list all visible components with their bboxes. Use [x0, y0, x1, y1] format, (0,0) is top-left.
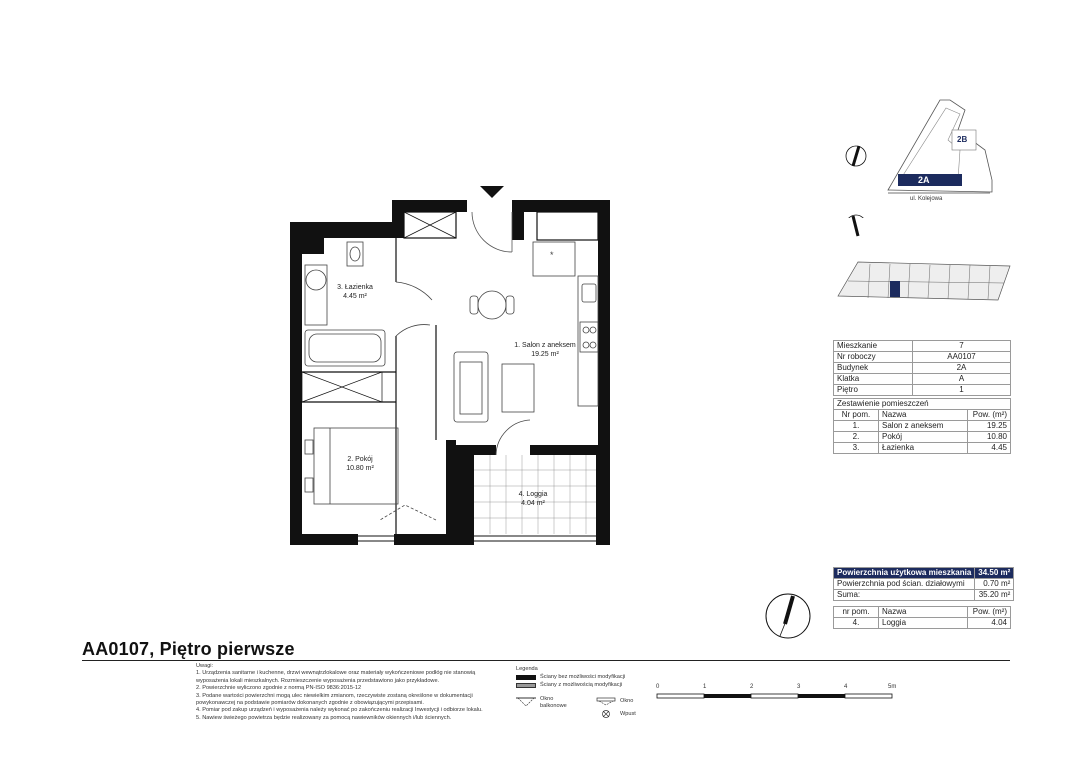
- legend-item: [596, 709, 636, 719]
- title-underline: [82, 660, 1010, 661]
- floor-locator-map: [834, 215, 1014, 305]
- legend-title: Legenda: [516, 666, 538, 672]
- room-name: Łazienka: [879, 443, 968, 454]
- floor-plan: [280, 180, 620, 550]
- scale-tick-label: 0: [656, 684, 660, 690]
- table-header-row: [834, 607, 1011, 618]
- table-title-row: [834, 399, 1011, 410]
- table-row: [834, 568, 1014, 579]
- notes-block: [196, 663, 506, 722]
- street-label: ul. Kolejowa: [910, 196, 943, 202]
- scale-tick-label: 2: [750, 684, 754, 690]
- legend-label: Okno: [620, 698, 634, 704]
- room-name: 3. Łazienka: [337, 284, 373, 291]
- room-label-lazienka: [320, 283, 390, 301]
- room-area: 10.80 m²: [346, 465, 374, 472]
- building-2b-label: 2B: [957, 135, 968, 144]
- balcony-window-icon: [516, 696, 536, 708]
- table-row: [834, 443, 1011, 454]
- room-area: 4.04 m²: [521, 500, 545, 507]
- note-line: 1. Urządzenia sanitarne i kuchenne, drzwi wewnątrzlokalowe oraz materiały wykończeniowe podłóg nie stanowią wyposażenia lokali mieszkalnych. Rozmieszczenie wyposażenia przedstawiono jako przykładowe.: [196, 670, 476, 684]
- table-row: [834, 579, 1014, 590]
- room-number: 4.: [834, 618, 879, 629]
- wall-mod-swatch: [516, 683, 536, 688]
- scale-tick-label: 3: [797, 684, 801, 690]
- detail-label: Klatka: [834, 374, 913, 385]
- svg-text:*: *: [550, 250, 554, 260]
- compass-icon: [760, 588, 816, 644]
- detail-value: A: [913, 374, 1011, 385]
- legend: [516, 666, 636, 719]
- column-header: Nr pom.: [834, 410, 879, 421]
- legend-label: Okno balkonowe: [540, 696, 567, 709]
- legend-label: Ściany bez możliwości modyfikacji: [540, 674, 626, 680]
- table-row: [834, 341, 1011, 352]
- legend-symbols: [516, 696, 636, 719]
- area-summary-table: [833, 567, 1014, 601]
- legend-label: Ściany z możliwością modyfikacji: [540, 682, 623, 688]
- table-row: [834, 421, 1011, 432]
- table-row: [834, 385, 1011, 396]
- note-line: 2. Powierzchnie wyliczono zgodnie z normą PN-ISO 9836:2015-12: [196, 685, 362, 692]
- detail-value: 7: [913, 341, 1011, 352]
- legend-item: [516, 674, 636, 680]
- detail-label: Mieszkanie: [834, 341, 913, 352]
- detail-label: Piętro: [834, 385, 913, 396]
- plan-title: AA0107, Piętro pierwsze: [82, 639, 295, 659]
- room-area: 19.25: [968, 421, 1011, 432]
- column-header: Pow. (m²): [968, 607, 1011, 618]
- column-header: Nazwa: [879, 607, 968, 618]
- building-2a-label: 2A: [918, 175, 930, 185]
- column-header: Pow. (m²): [968, 410, 1011, 421]
- detail-label: Budynek: [834, 363, 913, 374]
- scale-tick-label: 1: [703, 684, 707, 690]
- table-row: [834, 363, 1011, 374]
- table-row: [834, 618, 1011, 629]
- rooms-summary-table: [833, 398, 1011, 454]
- room-name: Salon z aneksem: [879, 421, 968, 432]
- table-row: [834, 374, 1011, 385]
- room-area: 4.45 m²: [343, 293, 367, 300]
- room-name: 4. Loggia: [518, 491, 548, 498]
- table-row: [834, 352, 1011, 363]
- usable-area-value: 34.50 m²: [975, 568, 1014, 579]
- room-name: Pokój: [879, 432, 968, 443]
- legend-item: [596, 696, 636, 706]
- detail-value: AA0107: [913, 352, 1011, 363]
- note-line: 3. Podane wartości powierzchni mogą ulec niewielkim zmianom, rzeczywiste zostaną określone w dokumentacji powykonawczej na podstawie pomiarów dokonanych zgodnie z obowiązującymi przepisami.: [196, 692, 473, 707]
- note-line: 4. Pomiar pod zakup urządzeń i wyposażenia należy wykonać po zakończeniu realizacji Inwestycji i odbiorze lokalu.: [196, 707, 483, 714]
- legend-item: [516, 682, 636, 688]
- detail-label: Nr roboczy: [834, 352, 913, 363]
- total-area-value: 35.20 m²: [975, 590, 1014, 601]
- room-label-salon: [490, 341, 600, 359]
- legend-label: Wpust: [620, 711, 636, 717]
- room-area: 10.80: [968, 432, 1011, 443]
- scale-tick-label: 4: [844, 684, 848, 690]
- partition-area-value: 0.70 m²: [975, 579, 1014, 590]
- room-name: Loggia: [879, 618, 968, 629]
- total-area-label: Suma:: [834, 590, 975, 601]
- scale-tick-label: 5m: [888, 684, 897, 690]
- column-header: Nazwa: [879, 410, 968, 421]
- room-area: 19.25 m²: [531, 351, 559, 358]
- detail-value: 2A: [913, 363, 1011, 374]
- room-area: 4.45: [968, 443, 1011, 454]
- notes-title: Uwagi:: [196, 663, 214, 669]
- apartment-details-table: [833, 340, 1011, 396]
- table-row: [834, 590, 1014, 601]
- room-label-loggia: [498, 490, 568, 508]
- room-name: 2. Pokój: [347, 456, 373, 463]
- scale-bar: [655, 692, 900, 702]
- legend-item: [516, 696, 574, 719]
- table-row: [834, 432, 1011, 443]
- wall-fixed-swatch: [516, 675, 536, 680]
- room-number: 2.: [834, 432, 879, 443]
- room-area: 4.04: [968, 618, 1011, 629]
- room-number: 3.: [834, 443, 879, 454]
- column-header: nr pom.: [834, 607, 879, 618]
- note-line: 5. Nawiew świeżego powietrza będzie realizowany za pomocą nawiewników okiennych i/lub ściennych.: [196, 714, 452, 721]
- rooms-table-title: Zestawienie pomieszczeń: [834, 399, 1011, 410]
- window-icon: [596, 696, 616, 706]
- drain-icon: [596, 709, 616, 719]
- usable-area-label: Powierzchnia użytkowa mieszkania: [834, 568, 975, 579]
- outdoor-area-table: [833, 606, 1011, 629]
- detail-value: 1: [913, 385, 1011, 396]
- room-name: 1. Salon z aneksem: [514, 342, 576, 349]
- room-label-pokoj: [320, 455, 400, 473]
- partition-area-label: Powierzchnia pod ścian. działowymi: [834, 579, 975, 590]
- room-number: 1.: [834, 421, 879, 432]
- legend-stack: [596, 696, 636, 719]
- table-header-row: [834, 410, 1011, 421]
